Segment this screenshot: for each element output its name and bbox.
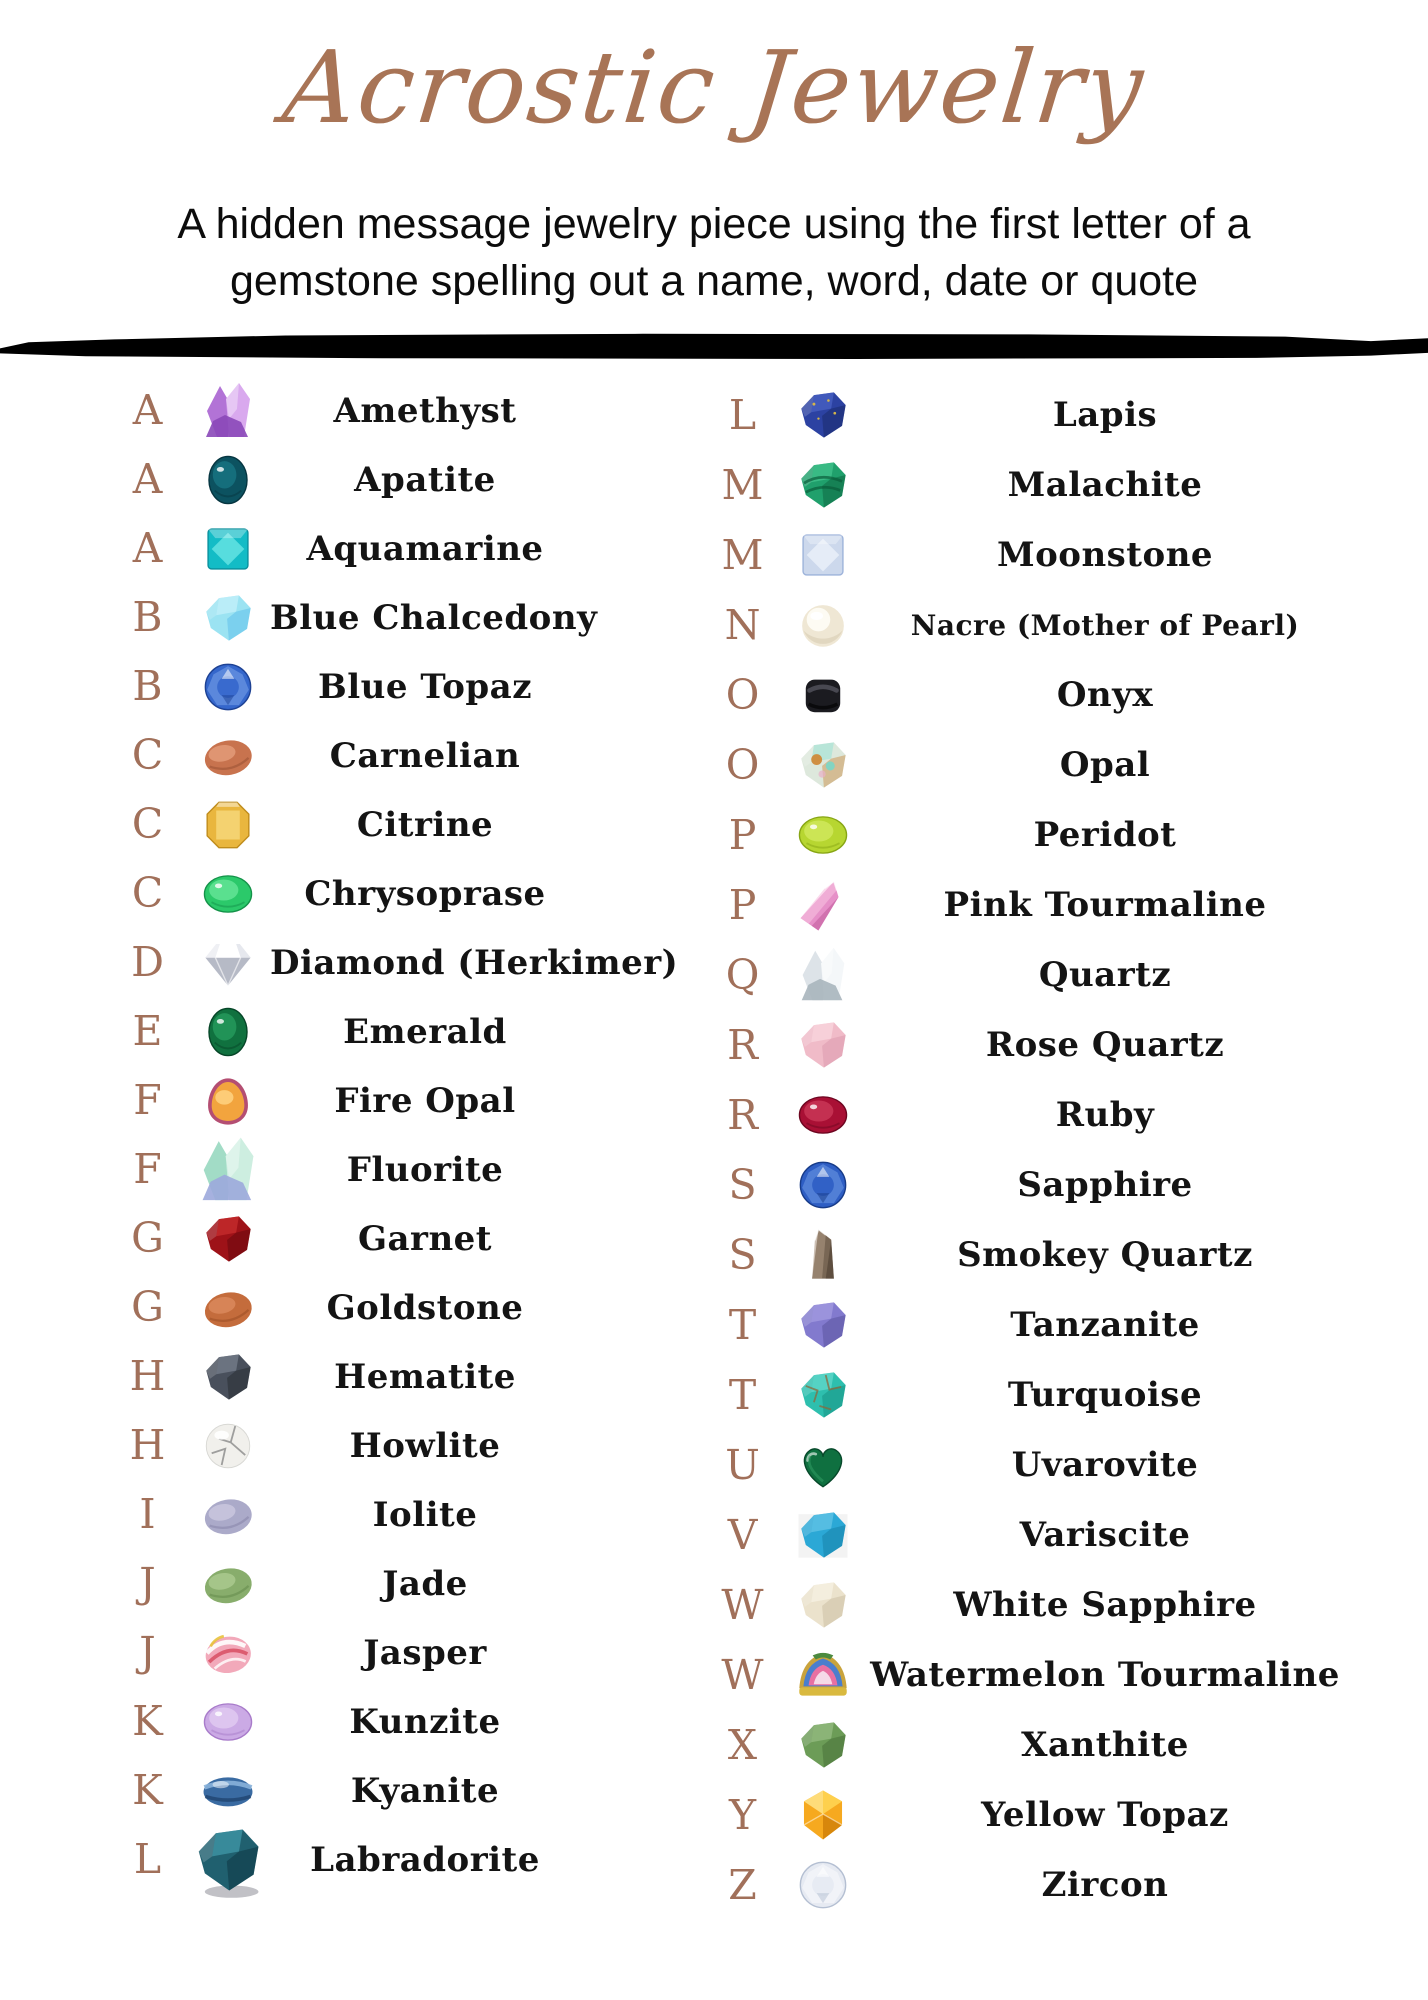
moonstone-gem-icon <box>780 526 865 584</box>
gem-letter: C <box>131 869 164 917</box>
gem-letter: T <box>728 1300 757 1349</box>
gem-row-jade <box>110 1549 580 1618</box>
smokey-quartz-gem-icon <box>780 1226 865 1284</box>
gem-row-uvarovite <box>705 1430 1345 1500</box>
iolite-gem-icon <box>185 1486 270 1544</box>
pink-tourmaline-gem-icon <box>780 876 865 934</box>
gem-row-citrine <box>110 790 580 859</box>
gem-letter: A <box>132 386 163 434</box>
gem-letter: X <box>727 1720 758 1769</box>
gem-letter: O <box>725 670 760 719</box>
gem-letter: A <box>132 524 163 572</box>
gem-letter: Y <box>728 1790 757 1839</box>
subtitle-line-1: A hidden message jewelry piece using the first letter of a <box>177 200 1251 248</box>
gem-letter: S <box>728 1230 757 1279</box>
blue-topaz-gem-icon <box>185 658 270 716</box>
gem-letter: R <box>727 1020 758 1069</box>
gem-row-peridot <box>705 800 1345 870</box>
gem-row-garnet <box>110 1204 580 1273</box>
kunzite-gem-icon <box>185 1693 270 1751</box>
gem-letter: F <box>133 1145 162 1193</box>
gem-letter: G <box>131 1214 164 1262</box>
gem-name: Chrysoprase <box>304 873 546 914</box>
gem-letter: A <box>132 455 163 503</box>
gem-row-kunzite <box>110 1687 580 1756</box>
gem-name: Garnet <box>357 1218 493 1259</box>
gem-row-tanzanite <box>705 1290 1345 1360</box>
gem-name: Zircon <box>1041 1865 1169 1905</box>
gem-row-labradorite <box>110 1825 580 1894</box>
gem-row-xanthite <box>705 1710 1345 1780</box>
gem-letter: H <box>129 1352 166 1400</box>
subtitle-line-2: gemstone spelling out a name, word, date or quote <box>229 256 1199 305</box>
gem-name: Tanzanite <box>1010 1305 1200 1345</box>
gem-row-hematite <box>110 1342 580 1411</box>
onyx-gem-icon <box>780 666 865 724</box>
chrysoprase-gem-icon <box>185 865 270 923</box>
gem-letter: M <box>721 460 764 509</box>
gem-row-pink-tourmaline <box>705 870 1345 940</box>
gem-name: Rose Quartz <box>985 1025 1225 1065</box>
gem-row-fire-opal <box>110 1066 580 1135</box>
variscite-gem-icon <box>780 1506 865 1564</box>
gem-letter: B <box>132 662 163 710</box>
gem-letter: G <box>131 1283 164 1331</box>
gem-name: Blue Topaz <box>317 666 533 707</box>
rose-quartz-gem-icon <box>780 1016 865 1074</box>
gem-name: Peridot <box>1033 815 1177 855</box>
gem-row-chrysoprase <box>110 859 580 928</box>
gem-row-white-sapphire <box>705 1570 1345 1640</box>
apatite-gem-icon <box>185 451 270 509</box>
gem-name: Quartz <box>1038 955 1172 995</box>
gem-name: Turquoise <box>1007 1375 1203 1415</box>
gem-row-malachite <box>705 450 1345 520</box>
gem-letter: Q <box>725 950 760 999</box>
jasper-gem-icon <box>185 1624 270 1682</box>
gem-letter: O <box>725 740 760 789</box>
gem-letter: I <box>139 1490 156 1538</box>
gem-name: Malachite <box>1007 465 1203 505</box>
brush-stroke-divider <box>0 331 1428 359</box>
gem-row-iolite <box>110 1480 580 1549</box>
gem-row-jasper <box>110 1618 580 1687</box>
watermelon-tourmaline-gem-icon <box>780 1642 865 1708</box>
gem-row-variscite <box>705 1500 1345 1570</box>
gem-letter: R <box>727 1090 758 1139</box>
fluorite-gem-icon <box>185 1133 270 1207</box>
gem-letter: J <box>139 1559 156 1607</box>
peridot-gem-icon <box>780 806 865 864</box>
gem-name: Labradorite <box>310 1839 540 1880</box>
fire-opal-gem-icon <box>185 1072 270 1130</box>
gem-row-blue-chalcedony <box>110 583 598 652</box>
gem-name: Moonstone <box>996 535 1214 575</box>
gem-letter: V <box>727 1510 758 1559</box>
gem-letter: D <box>131 938 164 986</box>
page-title: Acrostic Jewelry <box>277 29 1151 146</box>
gem-name: Aquamarine <box>306 528 544 569</box>
zircon-gem-icon <box>780 1856 865 1914</box>
jade-gem-icon <box>185 1555 270 1613</box>
gem-name: Diamond (Herkimer) <box>270 942 679 983</box>
gem-row-onyx <box>705 660 1345 730</box>
gem-name: Onyx <box>1056 675 1154 715</box>
gem-row-apatite <box>110 445 580 514</box>
quartz-gem-icon <box>780 944 865 1006</box>
gem-row-opal <box>705 730 1345 800</box>
gem-name: Blue Chalcedony <box>270 597 598 638</box>
gem-row-nacre-mother-of-pearl <box>705 590 1345 660</box>
gem-row-zircon <box>705 1850 1345 1920</box>
citrine-gem-icon <box>185 796 270 854</box>
gem-letter: P <box>728 810 757 859</box>
gem-row-howlite <box>110 1411 580 1480</box>
yellow-topaz-gem-icon <box>780 1786 865 1844</box>
gem-name: Yellow Topaz <box>981 1795 1229 1835</box>
ruby-gem-icon <box>780 1086 865 1144</box>
gem-row-aquamarine <box>110 514 580 583</box>
gem-name: Howlite <box>349 1425 501 1466</box>
gem-letter: H <box>129 1421 166 1469</box>
gem-row-goldstone <box>110 1273 580 1342</box>
gem-row-smokey-quartz <box>705 1220 1345 1290</box>
gem-letter: L <box>728 390 757 439</box>
gem-letter: E <box>132 1007 163 1055</box>
turquoise-gem-icon <box>780 1366 865 1424</box>
gem-letter: C <box>131 800 164 848</box>
gem-name: Kunzite <box>349 1701 501 1742</box>
gem-row-carnelian <box>110 721 580 790</box>
gem-name: Watermelon Tourmaline <box>870 1655 1340 1695</box>
blue-chalcedony-gem-icon <box>185 589 270 647</box>
gem-name: White Sapphire <box>953 1585 1257 1625</box>
hematite-gem-icon <box>185 1348 270 1406</box>
uvarovite-gem-icon <box>780 1436 865 1494</box>
gem-name: Variscite <box>1019 1515 1191 1555</box>
labradorite-gem-icon <box>185 1821 270 1899</box>
gem-letter: Z <box>728 1860 757 1909</box>
emerald-gem-icon <box>185 1003 270 1061</box>
gem-letter: F <box>133 1076 162 1124</box>
gem-row-amethyst <box>110 376 580 445</box>
gem-name: Uvarovite <box>1011 1445 1199 1485</box>
gem-row-kyanite <box>110 1756 580 1825</box>
page-subtitle <box>0 196 1428 310</box>
gem-letter: P <box>728 880 757 929</box>
gem-row-sapphire <box>705 1150 1345 1220</box>
gem-letter: U <box>725 1440 760 1489</box>
opal-gem-icon <box>780 736 865 794</box>
gem-letter: M <box>721 530 764 579</box>
gem-name: Pink Tourmaline <box>943 885 1267 925</box>
gem-letter: J <box>139 1628 156 1676</box>
gem-name: Nacre (Mother of Pearl) <box>910 608 1300 642</box>
nacre-mother-of-pearl-gem-icon <box>780 596 865 654</box>
column-right <box>705 380 1345 1920</box>
gem-row-moonstone <box>705 520 1345 590</box>
gem-name: Carnelian <box>329 735 521 776</box>
gem-row-fluorite <box>110 1135 580 1204</box>
gem-row-rose-quartz <box>705 1010 1345 1080</box>
gem-letter: N <box>724 600 761 649</box>
column-left <box>110 376 679 1894</box>
gem-name: Amethyst <box>333 390 517 431</box>
gem-row-emerald <box>110 997 580 1066</box>
carnelian-gem-icon <box>185 727 270 785</box>
gem-row-lapis <box>705 380 1345 450</box>
white-sapphire-gem-icon <box>780 1576 865 1634</box>
kyanite-gem-icon <box>185 1762 270 1820</box>
gem-name: Sapphire <box>1017 1165 1193 1205</box>
gem-letter: S <box>728 1160 757 1209</box>
malachite-gem-icon <box>780 456 865 514</box>
gem-name: Kyanite <box>350 1770 500 1811</box>
tanzanite-gem-icon <box>780 1296 865 1354</box>
gem-name: Smokey Quartz <box>957 1235 1253 1275</box>
amethyst-gem-icon <box>185 379 270 443</box>
sapphire-gem-icon <box>780 1156 865 1214</box>
gem-letter: B <box>132 593 163 641</box>
gem-row-diamond-herkimer <box>110 928 679 997</box>
gem-row-turquoise <box>705 1360 1345 1430</box>
gem-row-blue-topaz <box>110 652 580 721</box>
gem-letter: T <box>728 1370 757 1419</box>
xanthite-gem-icon <box>780 1716 865 1774</box>
gem-name: Citrine <box>356 804 494 845</box>
gem-row-watermelon-tourmaline <box>705 1640 1345 1710</box>
howlite-gem-icon <box>185 1417 270 1475</box>
gem-letter: C <box>131 731 164 779</box>
diamond-herkimer-gem-icon <box>185 934 270 992</box>
gem-name: Jasper <box>363 1632 487 1673</box>
gem-name: Opal <box>1059 745 1151 785</box>
gem-name: Iolite <box>372 1494 478 1535</box>
gem-letter: W <box>721 1580 764 1629</box>
gem-name: Xanthite <box>1021 1725 1189 1765</box>
gem-name: Emerald <box>343 1011 507 1052</box>
gem-name: Fluorite <box>346 1149 504 1190</box>
gem-row-yellow-topaz <box>705 1780 1345 1850</box>
gem-name: Goldstone <box>326 1287 524 1328</box>
aquamarine-gem-icon <box>185 520 270 578</box>
gem-letter: K <box>132 1766 163 1814</box>
gem-letter: K <box>132 1697 163 1745</box>
gem-letter: L <box>133 1835 162 1883</box>
gem-letter: W <box>721 1650 764 1699</box>
gem-name: Hematite <box>334 1356 516 1397</box>
gem-name: Lapis <box>1052 395 1158 435</box>
garnet-gem-icon <box>185 1210 270 1268</box>
gem-row-ruby <box>705 1080 1345 1150</box>
gem-name: Fire Opal <box>334 1080 516 1121</box>
gem-name: Apatite <box>354 459 496 500</box>
goldstone-gem-icon <box>185 1279 270 1337</box>
gem-name: Ruby <box>1055 1095 1155 1135</box>
gem-row-quartz <box>705 940 1345 1010</box>
lapis-gem-icon <box>780 386 865 444</box>
gem-name: Jade <box>382 1563 468 1604</box>
